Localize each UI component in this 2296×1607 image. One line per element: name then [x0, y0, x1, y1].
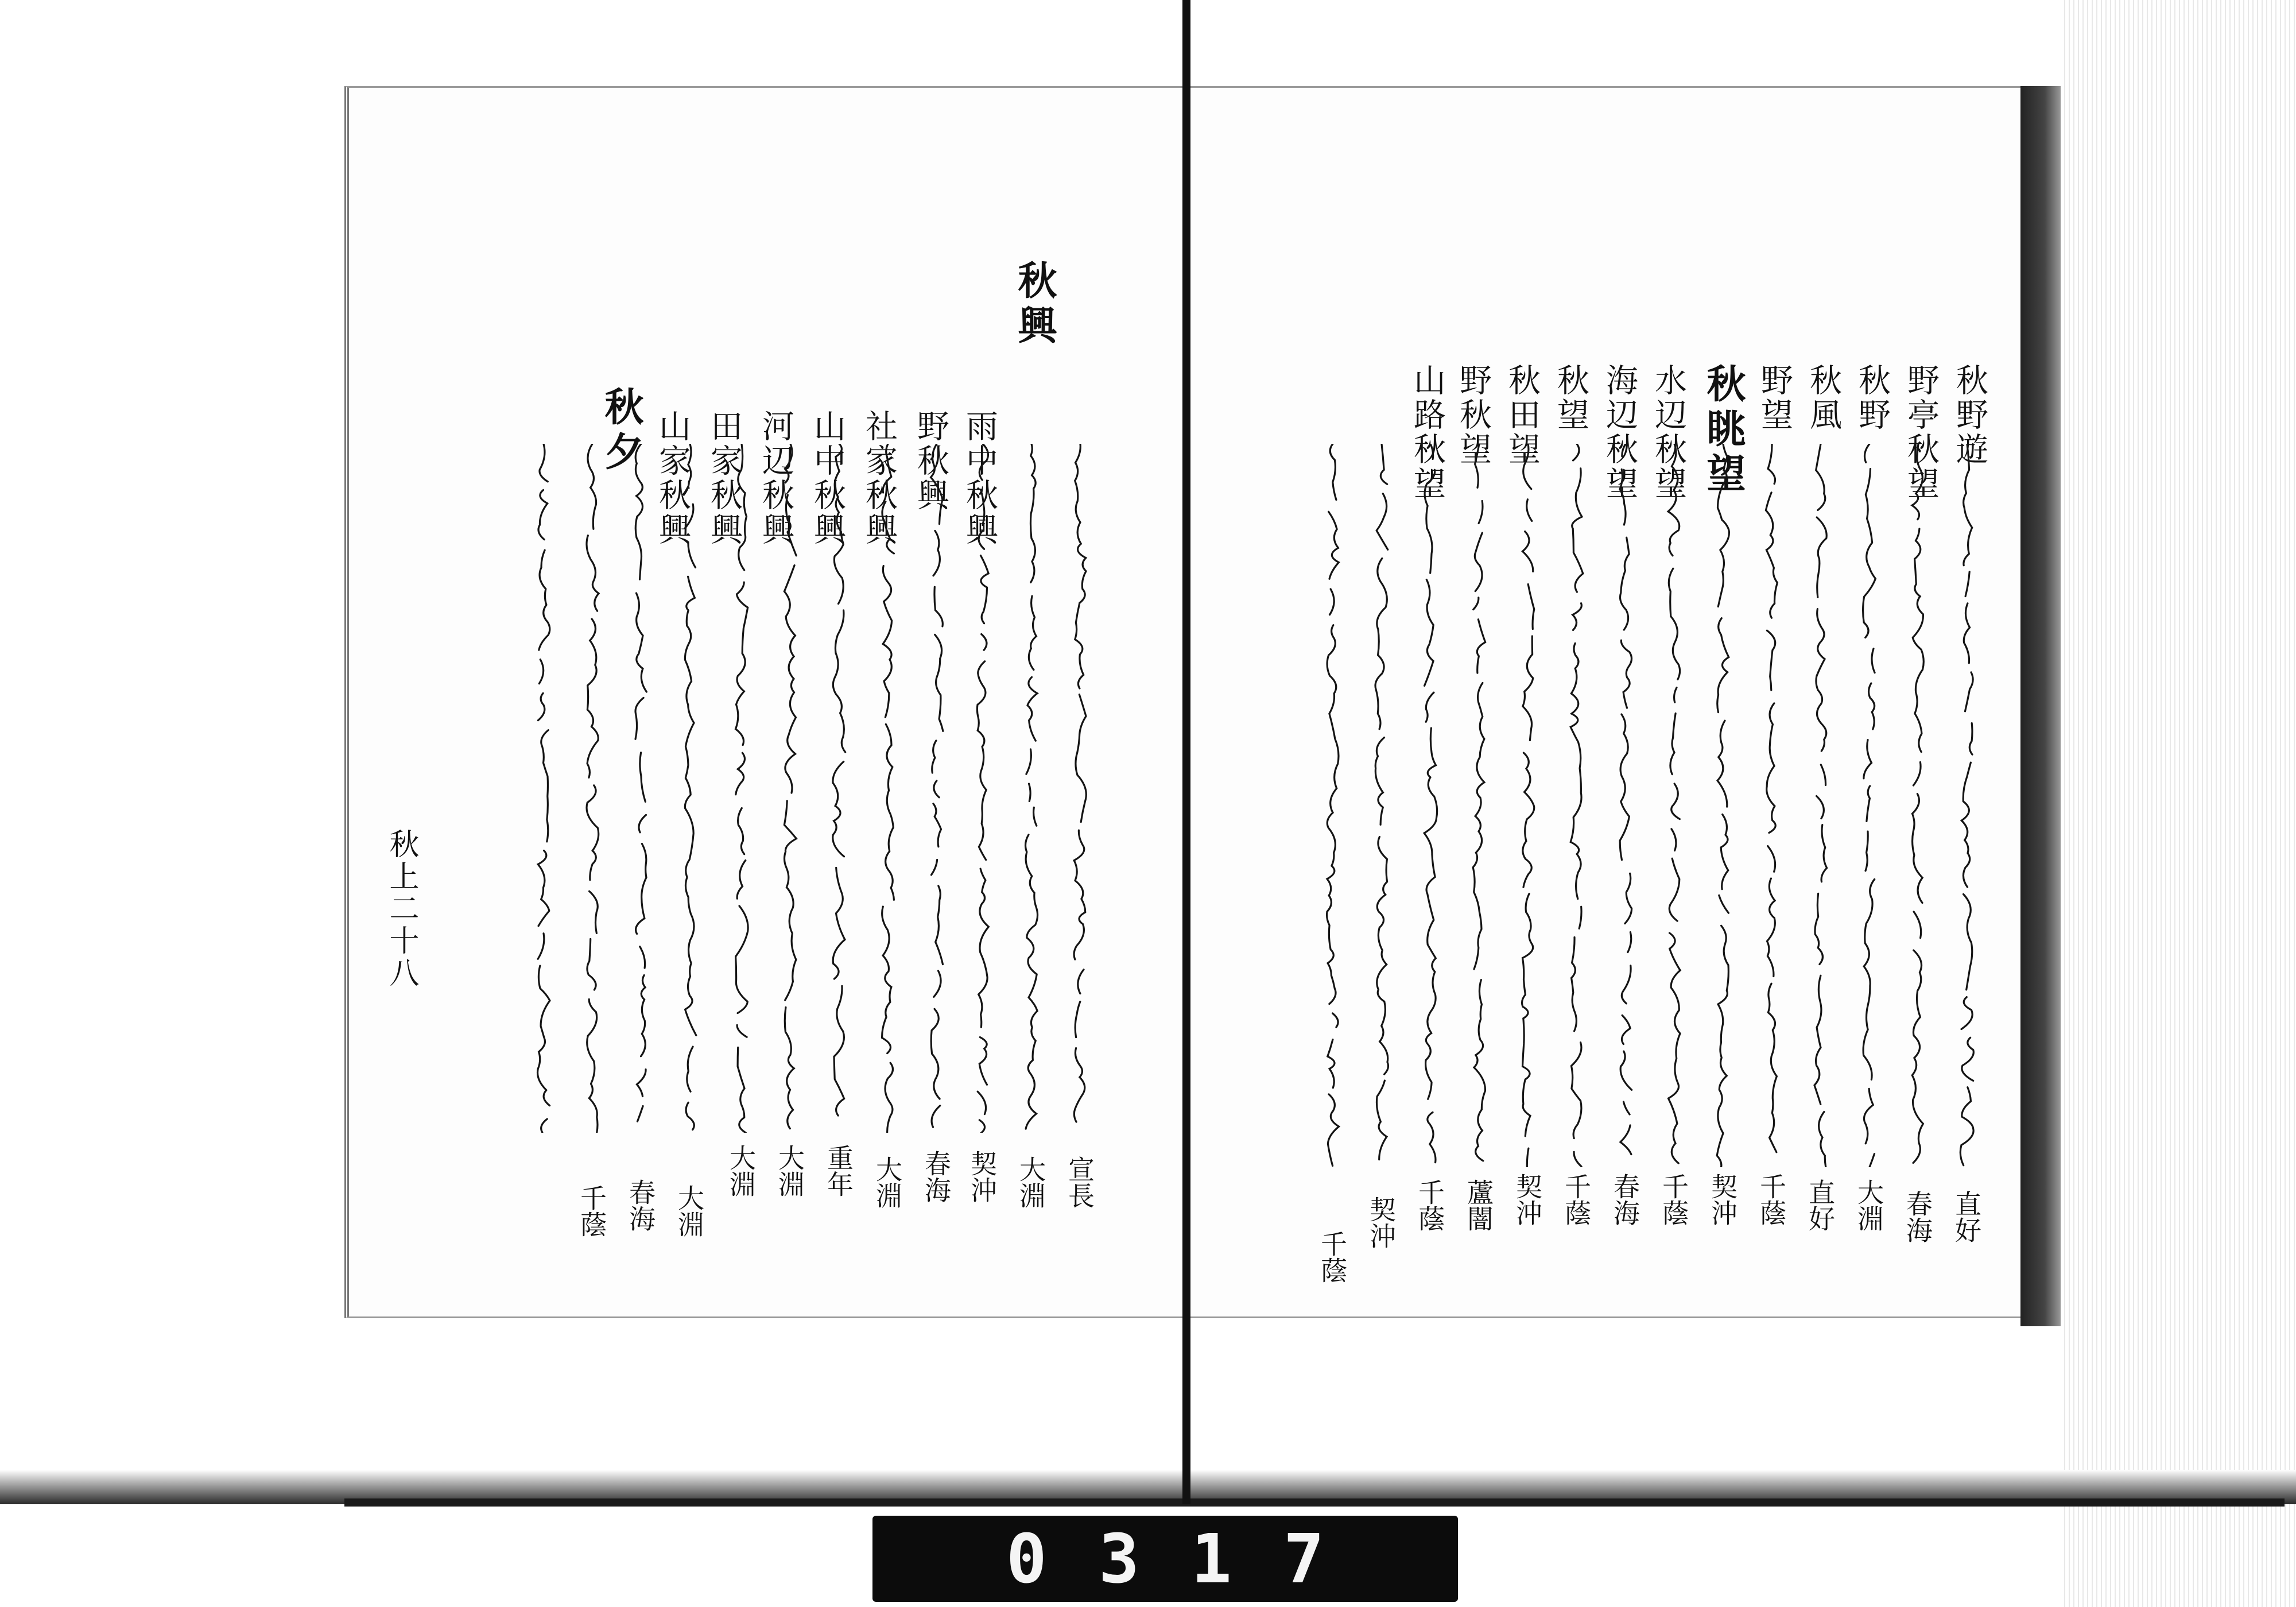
- page-bottom-edge: [344, 1498, 2285, 1507]
- topic-heading: 海辺秋望: [1601, 363, 1638, 501]
- cursive-text-column: [1069, 444, 1091, 1133]
- topic-heading: 野亭秋望: [1902, 363, 1940, 501]
- cursive-text-column: [1468, 444, 1490, 1167]
- topic-heading: 秋望: [1552, 363, 1589, 432]
- cursive-text-column: [1517, 444, 1539, 1167]
- topic-heading: 秋田望: [1503, 363, 1541, 467]
- poet-name: 宣長: [1064, 1156, 1095, 1209]
- poet-name: 春海: [1609, 1173, 1640, 1226]
- poet-name: 大淵: [674, 1184, 705, 1237]
- page-gutter-shadow: [2020, 86, 2061, 1326]
- topic-heading: 野秋興: [912, 409, 949, 513]
- poet-name: 千蔭: [1658, 1173, 1689, 1226]
- cursive-text-column: [630, 444, 652, 1133]
- poet-name: 春海: [1902, 1190, 1933, 1243]
- poet-name: 大淵: [774, 1144, 805, 1197]
- topic-heading: 田家秋興: [705, 409, 743, 547]
- cursive-text-column: [1615, 444, 1636, 1167]
- frame-number-text: 0317: [1006, 1519, 1376, 1598]
- poet-name: 千蔭: [1561, 1173, 1592, 1226]
- cursive-text-column: [1712, 444, 1734, 1167]
- topic-heading: 山中秋興: [809, 409, 846, 547]
- cursive-text-column: [1907, 444, 1929, 1167]
- cursive-text-column: [1956, 444, 1978, 1167]
- cursive-text-column: [1663, 444, 1685, 1167]
- next-section-title: 秋夕: [598, 386, 644, 476]
- right-page: [1188, 86, 2028, 1318]
- cursive-text-column: [1859, 444, 1880, 1167]
- cursive-text-column: [1566, 444, 1588, 1167]
- folio-number: 秋上二十八: [384, 828, 418, 989]
- poet-name: 千蔭: [1317, 1230, 1348, 1283]
- cursive-text-column: [1021, 444, 1042, 1133]
- poet-name: 大淵: [872, 1156, 903, 1209]
- poet-name: 大淵: [1853, 1179, 1884, 1232]
- cursive-text-column: [1761, 444, 1783, 1167]
- topic-heading: 秋野: [1853, 363, 1891, 432]
- cursive-text-column: [679, 444, 701, 1133]
- cursive-text-column: [972, 444, 994, 1133]
- frame-number-label: [872, 1516, 1458, 1602]
- cursive-text-column: [731, 444, 753, 1133]
- topic-heading: 秋野遊: [1951, 363, 1988, 467]
- topic-heading: 社家秋興: [860, 409, 898, 547]
- book-edge: [2061, 0, 2296, 1607]
- cursive-text-column: [1810, 444, 1832, 1167]
- cursive-text-column: [828, 444, 850, 1133]
- cursive-text-column: [1420, 444, 1441, 1167]
- poet-name: 契沖: [1366, 1196, 1397, 1249]
- poet-name: 大淵: [726, 1144, 757, 1197]
- poet-name: 蘆闇: [1463, 1179, 1494, 1232]
- poet-name: 春海: [921, 1150, 952, 1203]
- cursive-text-column: [1371, 444, 1393, 1167]
- topic-heading: 野秋望: [1455, 363, 1492, 467]
- poet-name: 直好: [1805, 1179, 1836, 1232]
- cursive-text-column: [926, 444, 948, 1133]
- cursive-text-column: [779, 444, 801, 1133]
- left-page: [344, 86, 1194, 1318]
- poet-name: 春海: [625, 1179, 656, 1232]
- cursive-text-column: [533, 444, 554, 1133]
- book-spine: [1182, 0, 1190, 1504]
- poet-name: 契沖: [1707, 1173, 1738, 1226]
- topic-heading: 河辺秋興: [757, 409, 794, 547]
- cursive-text-column: [581, 444, 603, 1133]
- poet-name: 大淵: [1015, 1156, 1046, 1209]
- topic-heading: 山路秋望: [1409, 363, 1446, 501]
- cursive-text-column: [877, 444, 899, 1133]
- poet-name: 直好: [1951, 1190, 1982, 1243]
- cursive-text-column: [1322, 444, 1344, 1167]
- topic-heading: 野望: [1756, 363, 1793, 432]
- topic-heading: 雨中秋興: [961, 409, 998, 547]
- topic-heading: 山家秋興: [654, 409, 691, 547]
- poet-name: 重年: [823, 1144, 854, 1197]
- poet-name: 契沖: [967, 1150, 998, 1203]
- topic-heading: 秋風: [1805, 363, 1842, 432]
- section-title: 秋興: [1011, 260, 1057, 350]
- topic-heading: 水辺秋望: [1650, 363, 1687, 501]
- poet-name: 千蔭: [1756, 1173, 1787, 1226]
- poet-name: 契沖: [1512, 1173, 1543, 1226]
- poet-name: 千蔭: [576, 1184, 607, 1237]
- poet-name: 千蔭: [1414, 1179, 1445, 1232]
- topic-heading: 秋眺望: [1700, 363, 1746, 498]
